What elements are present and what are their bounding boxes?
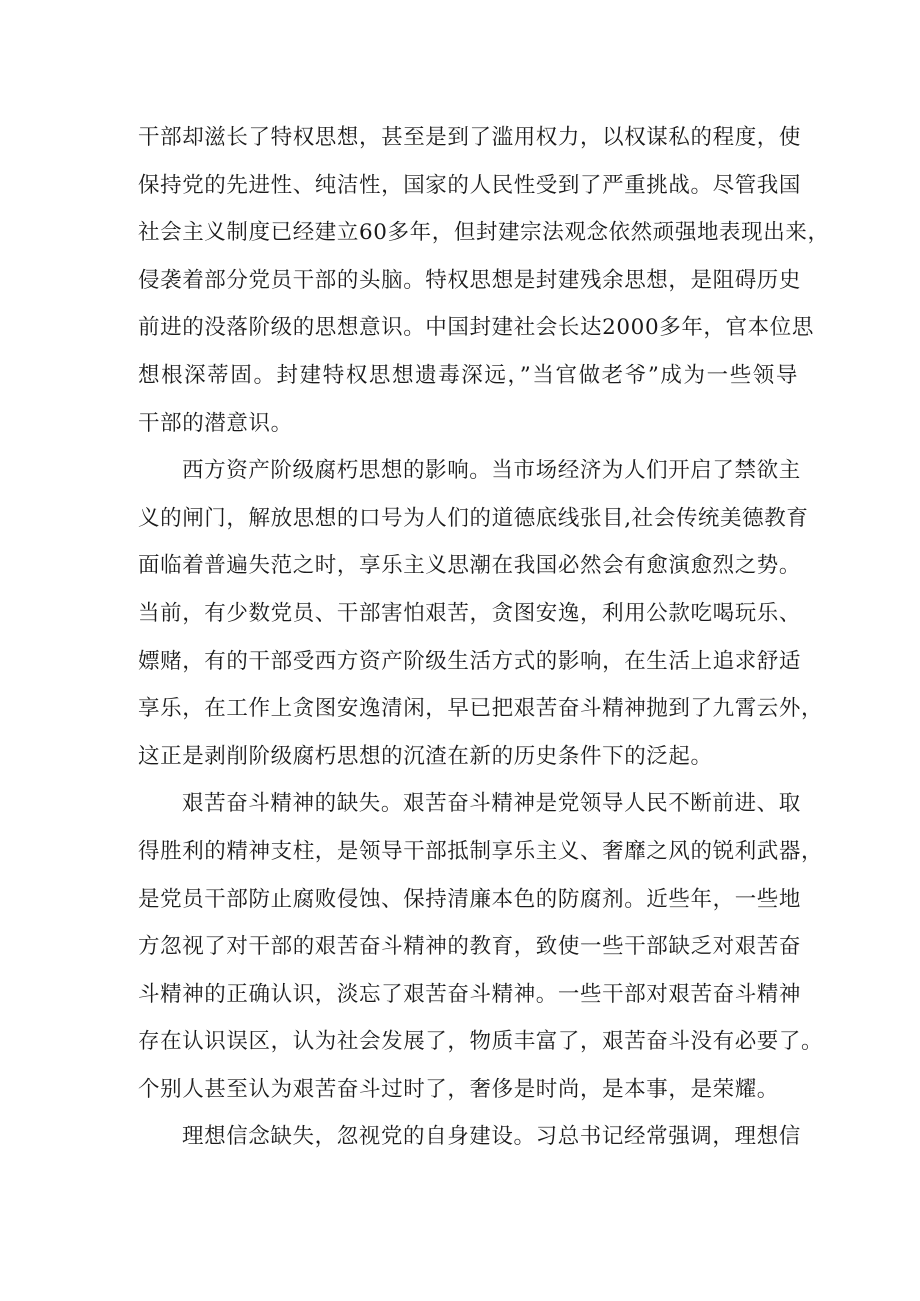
- text-line: 侵袭着部分党员干部的头脑。特权思想是封建残余思想，是阻碍历史: [138, 267, 802, 293]
- text-line: 义的闸门，解放思想的口号为人们的道德底线张目,社会传统美德教育: [138, 505, 809, 531]
- text-line: 理想信念缺失，忽视党的自身建设。习总书记经常强调，理想信: [182, 1124, 801, 1150]
- text-line: 个别人甚至认为艰苦奋斗过时了，奢侈是时尚，是本事，是荣耀。: [138, 1076, 779, 1102]
- text-line: 这正是剥削阶级腐朽思想的沉渣在新的历史条件下的泛起。: [138, 743, 713, 769]
- text-line: 西方资产阶级腐朽思想的影响。当市场经济为人们开启了禁欲主: [182, 458, 801, 484]
- text-line: 斗精神的正确认识，淡忘了艰苦奋斗精神。一些干部对艰苦奋斗精神: [138, 981, 802, 1007]
- text-line: 面临着普遍失范之时，享乐主义思潮在我国必然会有愈演愈烈之势。: [138, 553, 802, 579]
- text-line: 嫖赌，有的干部受西方资产阶级生活方式的影响，在生活上追求舒适: [138, 648, 802, 674]
- text-line: 保持党的先进性、纯洁性，国家的人民性受到了严重挑战。尽管我国: [138, 172, 802, 198]
- paragraph-2: [138, 447, 824, 780]
- text-line: 方忽视了对干部的艰苦奋斗精神的教育，致使一些干部缺乏对艰苦奋: [138, 934, 802, 960]
- paragraph-1: [138, 114, 830, 447]
- text-line: 社会主义制度已经建立60多年，但封建宗法观念依然顽强地表现出来，: [138, 220, 830, 246]
- text-line: 想根深蒂固。封建特权思想遗毒深远，”当官做老爷”成为一些领导: [138, 362, 798, 388]
- text-line: 艰苦奋斗精神的缺失。艰苦奋斗精神是党领导人民不断前进、取: [182, 791, 801, 817]
- text-line: 得胜利的精神支柱，是领导干部抵制享乐主义、奢靡之风的锐利武器，: [138, 838, 824, 864]
- text-line: 享乐，在工作上贪图安逸清闲，早已把艰苦奋斗精神抛到了九霄云外，: [138, 696, 824, 722]
- text-line: 存在认识误区，认为社会发展了，物质丰富了，艰苦奋斗没有必要了。: [138, 1029, 824, 1055]
- text-line: 干部却滋长了特权思想，甚至是到了滥用权力，以权谋私的程度，使: [138, 125, 802, 150]
- paragraph-4: [138, 1113, 801, 1161]
- text-line: 前进的没落阶级的思想意识。中国封建社会长达2000多年，官本位思: [138, 315, 814, 341]
- document-body: [138, 114, 830, 1161]
- text-line: 是党员干部防止腐败侵蚀、保持清廉本色的防腐剂。近些年，一些地: [138, 886, 802, 912]
- text-line: 当前，有少数党员、干部害怕艰苦，贪图安逸，利用公款吃喝玩乐、: [138, 600, 802, 626]
- paragraph-3: [138, 780, 824, 1113]
- text-line: 干部的潜意识。: [138, 410, 293, 436]
